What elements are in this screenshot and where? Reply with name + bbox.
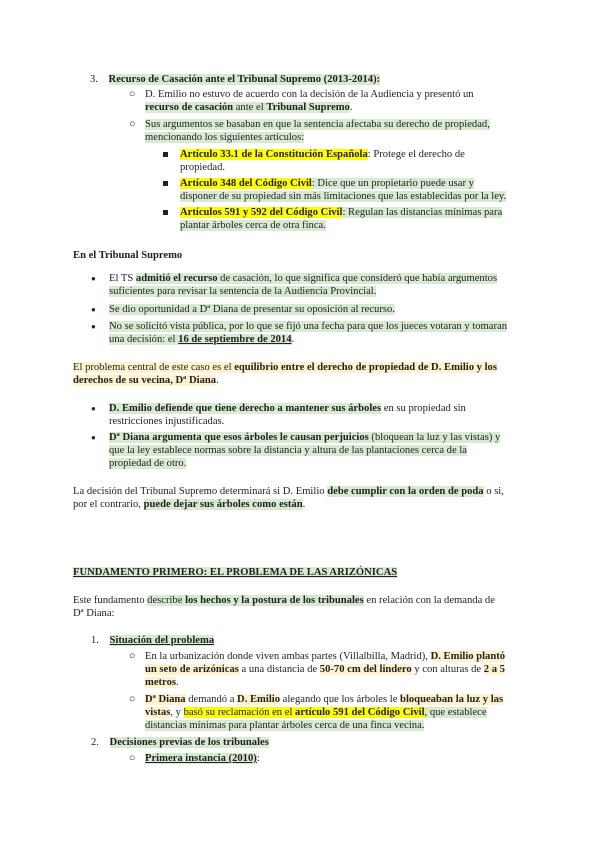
list-number: 1. (91, 635, 99, 646)
square-bullet-icon (163, 177, 178, 190)
paragraph-line: Se dio oportunidad a Dª Diana de presentar su oposición al recurso. (109, 304, 395, 315)
square-bullet-icon (163, 206, 178, 219)
paragraph-line: por el contrario, puede dejar sus árboles como están. (73, 499, 306, 510)
paragraph-line: No se solicitó vista pública, por lo que se fijó una fecha para que los jueces votaran y tomaran (109, 321, 508, 332)
paragraph-line: Dª Diana: (73, 608, 115, 619)
article-item: Artículo 33.1 de la Constitución Española: Protege el derecho de (180, 149, 465, 160)
paragraph-line: distancias mínimas para plantar árboles cerca de una finca vecina. (145, 720, 425, 731)
circle-bullet-icon: ○ (129, 694, 136, 705)
paragraph-line: El TS admitió el recurso de casación, lo que significa que consideró que había argumentos (109, 273, 498, 284)
section-2-heading: 2. Decisiones previas de los tribunales (91, 737, 269, 748)
paragraph-line: D. Emilio defiende que tiene derecho a mantener sus árboles en su propiedad sin (109, 403, 466, 414)
paragraph-line: propiedad. (180, 162, 226, 173)
paragraph-line: D. Emilio no estuvo de acuerdo con la decisión de la Audiencia y presentó un (145, 89, 474, 100)
section-1-heading: 1. Situación del problema (91, 635, 215, 646)
paragraph-line: Primera instancia (2010): (145, 753, 260, 764)
paragraph-line: mencionando los siguientes artículos: (145, 132, 305, 143)
subheading: En el Tribunal Supremo (73, 250, 183, 261)
paragraph-line: metros. (145, 677, 179, 688)
dot-bullet-icon: ● (91, 322, 96, 331)
paragraph-line: una decisión: el 16 de septiembre de 2014. (109, 334, 295, 345)
dot-bullet-icon: ● (91, 404, 96, 413)
circle-bullet-icon: ○ (129, 651, 136, 662)
paragraph-line: un seto de arizónicas a una distancia de 50-70 cm del lindero y con alturas de 2 a 5 (145, 664, 505, 675)
list-number: 3. (90, 74, 98, 85)
paragraph-line: derechos de su vecina, Dª Diana. (73, 375, 219, 386)
paragraph-line: suficientes para revisar la sentencia de la Audiencia Provincial. (109, 286, 377, 297)
dot-bullet-icon: ● (91, 274, 96, 283)
paragraph-line: Dª Diana demandó a D. Emilio alegando que los árboles le bloqueaban la luz y las (145, 694, 504, 705)
section-heading: FUNDAMENTO PRIMERO: EL PROBLEMA DE LAS ARIZÓNICAS (73, 567, 398, 578)
paragraph-line: restricciones injustificadas. (109, 416, 225, 427)
paragraph-line: que la ley establece normas sobre la distancia y altura de las plantaciones cerca de la (109, 445, 467, 456)
paragraph-line: plantar árboles cerca de otra finca. (180, 220, 326, 231)
paragraph-line: Este fundamento describe los hechos y la postura de los tribunales en relación con la demanda de (73, 595, 495, 606)
list-number: 2. (91, 737, 99, 748)
article-item: Artículos 591 y 592 del Código Civil: Regulan las distancias mínimas para (180, 207, 503, 218)
paragraph-line: disponer de su propiedad sin más limitaciones que las establecidas por la ley. (180, 191, 507, 202)
paragraph-line: En la urbanización donde viven ambas partes (Villalbilla, Madrid), D. Emilio plantó (145, 651, 506, 662)
circle-bullet-icon: ○ (129, 119, 136, 130)
paragraph-line: vistas, y basó su reclamación en el artículo 591 del Código Civil, que establece (145, 707, 487, 718)
dot-bullet-icon: ● (91, 305, 96, 314)
circle-bullet-icon: ○ (129, 753, 136, 764)
paragraph-line: Sus argumentos se basaban en que la sentencia afectaba su derecho de propiedad, (145, 119, 490, 130)
section-3-heading (90, 73, 380, 86)
paragraph-line: recurso de casación ante el Tribunal Supremo. (145, 102, 353, 113)
section-title: Recurso de Casación ante el Tribunal Supremo (2013-2014): (108, 74, 381, 85)
paragraph-line: Dª Diana argumenta que esos árboles le causan perjuicios (bloquean la luz y las vistas) y (109, 432, 501, 443)
dot-bullet-icon: ● (91, 433, 96, 442)
square-bullet-icon (163, 148, 178, 161)
circle-bullet-icon: ○ (129, 89, 136, 100)
paragraph-line: propiedad de otro. (109, 458, 187, 469)
paragraph-line: El problema central de este caso es el equilibrio entre el derecho de propiedad de D. Emilio y los (73, 362, 497, 373)
paragraph-line: La decisión del Tribunal Supremo determinará si D. Emilio debe cumplir con la orden de poda o si, (73, 486, 504, 497)
article-item: Artículo 348 del Código Civil: Dice que un propietario puede usar y (180, 178, 474, 189)
